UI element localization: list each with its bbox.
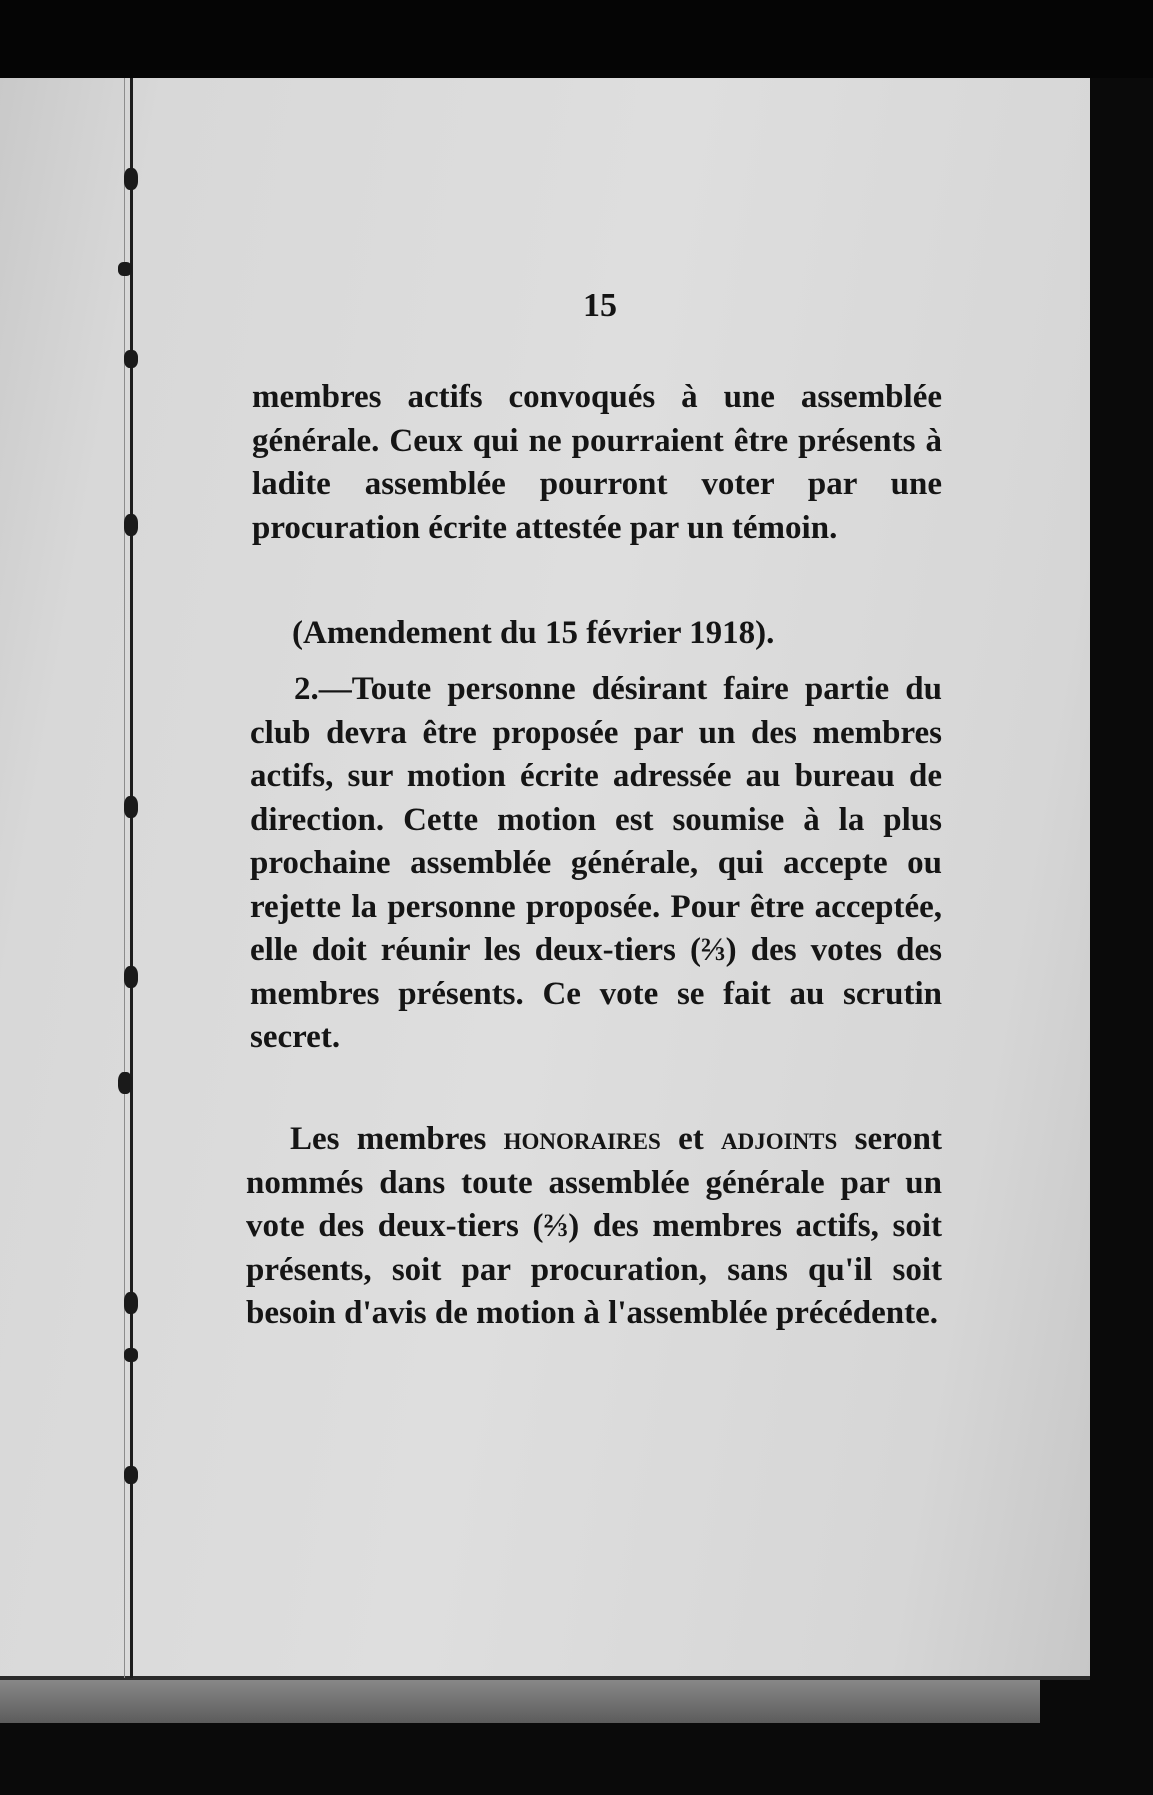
binding-stitch-mark (124, 168, 138, 190)
scan-top-border (0, 0, 1153, 78)
adjoints-term: adjoints (721, 1121, 838, 1157)
paragraph-membres-honoraires (246, 1118, 942, 1336)
paragraph-membres-actifs: membres actifs convoqués à une assemblée générale. Ceux qui ne pourraient être présents à ladite assemblée pourront voter par une procuration écrite attestée par un témoin. (252, 379, 942, 546)
paragraph-article-2: 2.—Toute personne désirant faire partie du club devra être proposée par un des membres actifs, sur motion écrite adressée au bureau de direction. Cette motion est soumise à la plus prochaine assemblée générale, qui accepte ou rejette la personne proposée. Pour être acceptée, elle doit réunir les deux-tiers (⅔) des votes des membres présents. Ce vote se fait au scrutin secret. (250, 671, 942, 1055)
binding-stitch-mark (118, 262, 132, 276)
binding-stitch-mark (124, 514, 138, 536)
binding-stitch-mark (124, 350, 138, 368)
binding-stitch-mark (124, 1348, 138, 1362)
gutter-shadow (124, 78, 125, 1678)
honoraires-term: honoraires (503, 1121, 661, 1157)
page-bottom-edge (0, 1676, 1090, 1680)
binding-stitch-mark (124, 1292, 138, 1314)
paragraph-et: et (660, 1121, 722, 1157)
binding-gutter-line (130, 78, 133, 1678)
paragraph-rest: seront nommés dans toute assemblée générale par un vote des deux-tiers (⅔) des membres actifs, soit présents, soit par procuration, sans qu'il soit besoin d'avis de motion à l'assemblée précédente. (246, 1121, 942, 1331)
page-number: 15 (583, 287, 617, 324)
binding-stitch-mark (118, 1072, 132, 1094)
binding-stitch-mark (124, 1466, 138, 1484)
page-underside (0, 1678, 1040, 1723)
binding-stitch-mark (124, 966, 138, 988)
paragraph-intro: Les membres (290, 1121, 504, 1157)
paragraph-amendement: (Amendement du 15 février 1918). (292, 615, 775, 651)
binding-stitch-mark (124, 796, 138, 818)
